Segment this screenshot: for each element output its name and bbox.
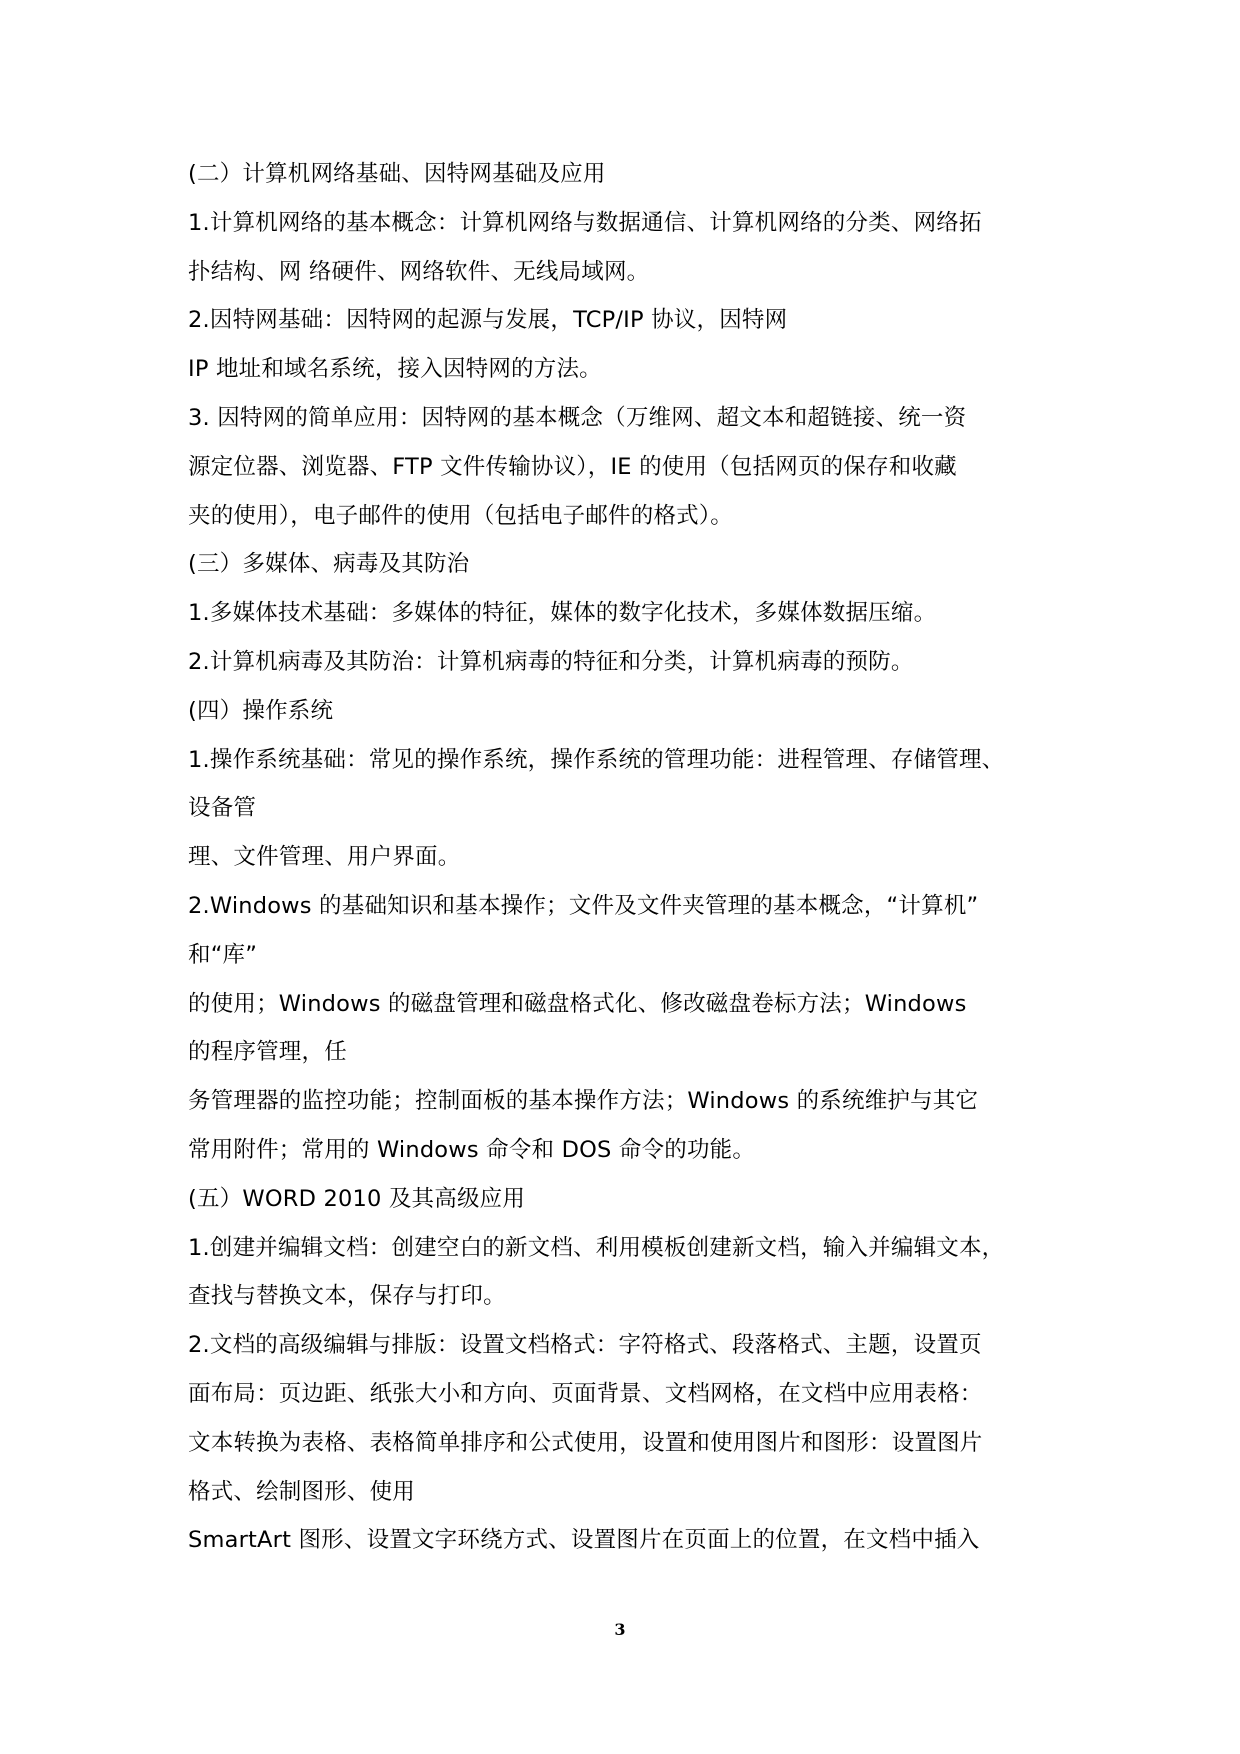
text-line: 的程序管理，任	[188, 1039, 347, 1066]
text-line: 2.Windows 的基础知识和基本操作；文件及文件夹管理的基本概念，“计算机”	[188, 892, 979, 919]
text-line: 1.操作系统基础：常见的操作系统，操作系统的管理功能：进程管理、存储管理、	[188, 746, 1005, 773]
text-line: IP 地址和域名系统，接入因特网的方法。	[188, 356, 602, 383]
text-line: 查找与替换文本，保存与打印。	[188, 1283, 506, 1310]
text-line: 常用附件；常用的 Windows 命令和 DOS 命令的功能。	[188, 1136, 756, 1163]
page-number: 3	[614, 1620, 626, 1639]
text-line: 2.文档的高级编辑与排版：设置文档格式：字符格式、段落格式、主题，设置页	[188, 1332, 982, 1359]
text-line: 面布局：页边距、纸张大小和方向、页面背景、文档网格，在文档中应用表格：	[188, 1380, 983, 1407]
text-line: 1.计算机网络的基本概念：计算机网络与数据通信、计算机网络的分类、网络拓	[188, 209, 982, 236]
text-line: 1.创建并编辑文档：创建空白的新文档、利用模板创建新文档，输入并编辑文本，	[188, 1234, 1005, 1261]
text-line: 2.因特网基础：因特网的起源与发展，TCP/IP 协议，因特网	[188, 307, 788, 334]
text-line: 扑结构、网 络硬件、网络软件、无线局域网。	[188, 258, 650, 285]
section-heading-word: (五）WORD 2010 及其高级应用	[188, 1185, 526, 1212]
text-line: 3. 因特网的简单应用：因特网的基本概念（万维网、超文本和超链接、统一资	[188, 404, 967, 431]
section-heading-os: (四）操作系统	[188, 697, 334, 724]
text-line: 格式、绘制图形、使用	[188, 1478, 416, 1505]
body-text	[188, 150, 1058, 1565]
text-line: 务管理器的监控功能；控制面板的基本操作方法；Windows 的系统维护与其它	[188, 1088, 979, 1115]
text-line: 理、文件管理、用户界面。	[188, 844, 461, 871]
text-line: 文本转换为表格、表格简单排序和公式使用，设置和使用图片和图形：设置图片	[188, 1429, 983, 1456]
text-line: 夹的使用），电子邮件的使用（包括电子邮件的格式）。	[188, 502, 734, 529]
text-line: 源定位器、浏览器、FTP 文件传输协议），IE 的使用（包括网页的保存和收藏	[188, 453, 957, 480]
text-line: 的使用；Windows 的磁盘管理和磁盘格式化、修改磁盘卷标方法；Windows	[188, 990, 967, 1017]
text-line: 1.多媒体技术基础：多媒体的特征，媒体的数字化技术，多媒体数据压缩。	[188, 600, 937, 627]
text-line: 2.计算机病毒及其防治：计算机病毒的特征和分类，计算机病毒的预防。	[188, 648, 914, 675]
section-heading-multimedia: (三）多媒体、病毒及其防治	[188, 551, 470, 578]
text-line: SmartArt 图形、设置文字环绕方式、设置图片在页面上的位置，在文档中插入	[188, 1527, 980, 1554]
section-heading-network: (二）计算机网络基础、因特网基础及应用	[188, 161, 606, 187]
text-line: 设备管	[188, 795, 257, 822]
text-line: 和“库”	[188, 941, 258, 968]
